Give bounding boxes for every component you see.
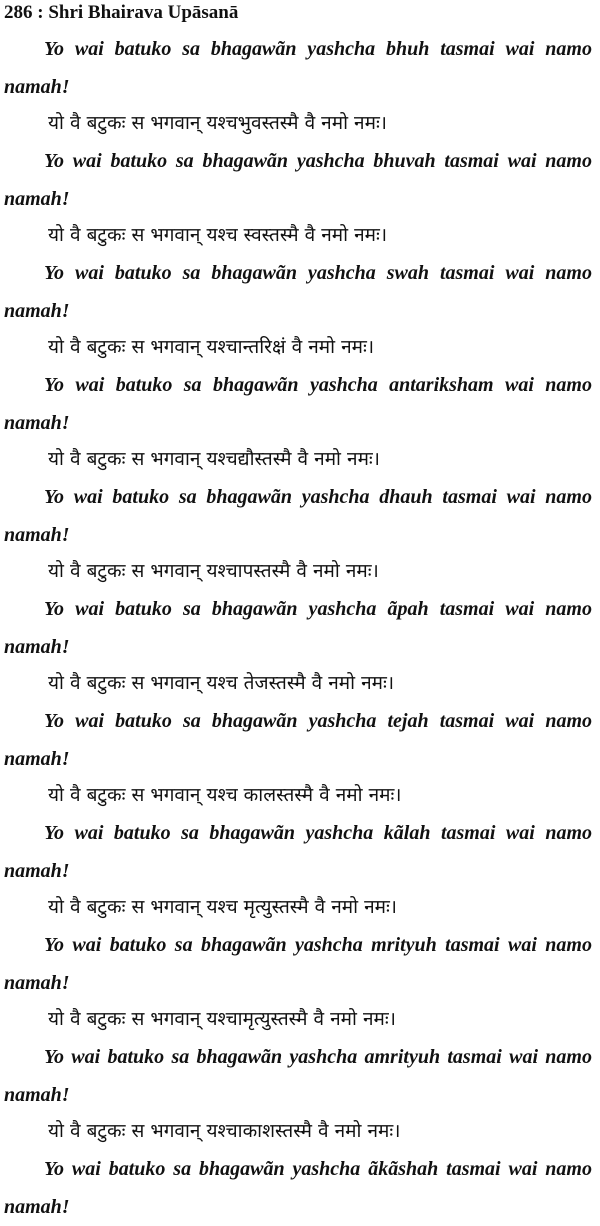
transliteration-line: Yo wai batuko sa bhagawãn yashcha antariksham wai namo namah! — [4, 374, 592, 434]
transliteration-line: Yo wai batuko sa bhagawãn yashcha swah tasmai wai namo namah! — [4, 262, 592, 322]
verse-block — [0, 926, 600, 1034]
devanagari-line: यो वै बटुकः स भगवान् यश्च स्वस्तस्मै वै नमो नमः। — [48, 224, 388, 246]
devanagari-line: यो वै बटुकः स भगवान् यश्चान्तरिक्षं वै नमो नमः। — [48, 336, 375, 358]
devanagari-line: यो वै बटुकः स भगवान् यश्च तेजस्तस्मै वै नमो नमः। — [48, 672, 395, 694]
transliteration-line: Yo wai batuko sa bhagawãn yashcha bhuvah tasmai wai namo namah! — [4, 150, 592, 210]
devanagari-line: यो वै बटुकः स भगवान् यश्चाकाशस्तस्मै वै नमो नमः। — [48, 1120, 401, 1142]
verse-block — [0, 142, 600, 250]
header-separator: : — [32, 2, 49, 23]
devanagari-line: यो वै बटुकः स भगवान् यश्चभुवस्तस्मै वै नमो नमः। — [48, 112, 387, 134]
verse-block — [0, 1038, 600, 1146]
book-title: Shri Bhairava Upāsanā — [48, 2, 239, 23]
verse-block — [0, 1150, 600, 1226]
verse-block — [0, 366, 600, 474]
devanagari-line: यो वै बटुकः स भगवान् यश्च कालस्तस्मै वै नमो नमः। — [48, 784, 402, 806]
transliteration-line: Yo wai batuko sa bhagawãn yashcha amrityuh tasmai wai namo namah! — [4, 1046, 592, 1106]
devanagari-line: यो वै बटुकः स भगवान् यश्चामृत्युस्तस्मै वै नमो नमः। — [48, 1008, 396, 1030]
devanagari-line: यो वै बटुकः स भगवान् यश्च मृत्युस्तस्मै वै नमो नमः। — [48, 896, 398, 918]
page-number: 286 — [4, 2, 33, 23]
transliteration-line: Yo wai batuko sa bhagawãn yashcha dhauh tasmai wai namo namah! — [4, 486, 592, 546]
transliteration-line: Yo wai batuko sa bhagawãn yashcha kãlah tasmai wai namo namah! — [4, 822, 592, 882]
transliteration-line: Yo wai batuko sa bhagawãn yashcha bhuh tasmai wai namo namah! — [4, 38, 592, 98]
running-header — [4, 2, 238, 24]
transliteration-line: Yo wai batuko sa bhagawãn yashcha mrityuh tasmai wai namo namah! — [4, 934, 592, 994]
verse-block — [0, 590, 600, 698]
verse-block — [0, 478, 600, 586]
transliteration-line: Yo wai batuko sa bhagawãn yashcha ãkãshah tasmai wai namo namah! — [4, 1158, 592, 1218]
transliteration-line: Yo wai batuko sa bhagawãn yashcha ãpah tasmai wai namo namah! — [4, 598, 592, 658]
verse-list — [0, 30, 600, 1226]
devanagari-line: यो वै बटुकः स भगवान् यश्चापस्तस्मै वै नमो नमः। — [48, 560, 379, 582]
verse-block — [0, 254, 600, 362]
transliteration-line: Yo wai batuko sa bhagawãn yashcha tejah tasmai wai namo namah! — [4, 710, 592, 770]
verse-block — [0, 702, 600, 810]
verse-block — [0, 30, 600, 138]
verse-block — [0, 814, 600, 922]
devanagari-line: यो वै बटुकः स भगवान् यश्चद्यौस्तस्मै वै नमो नमः। — [48, 448, 380, 470]
